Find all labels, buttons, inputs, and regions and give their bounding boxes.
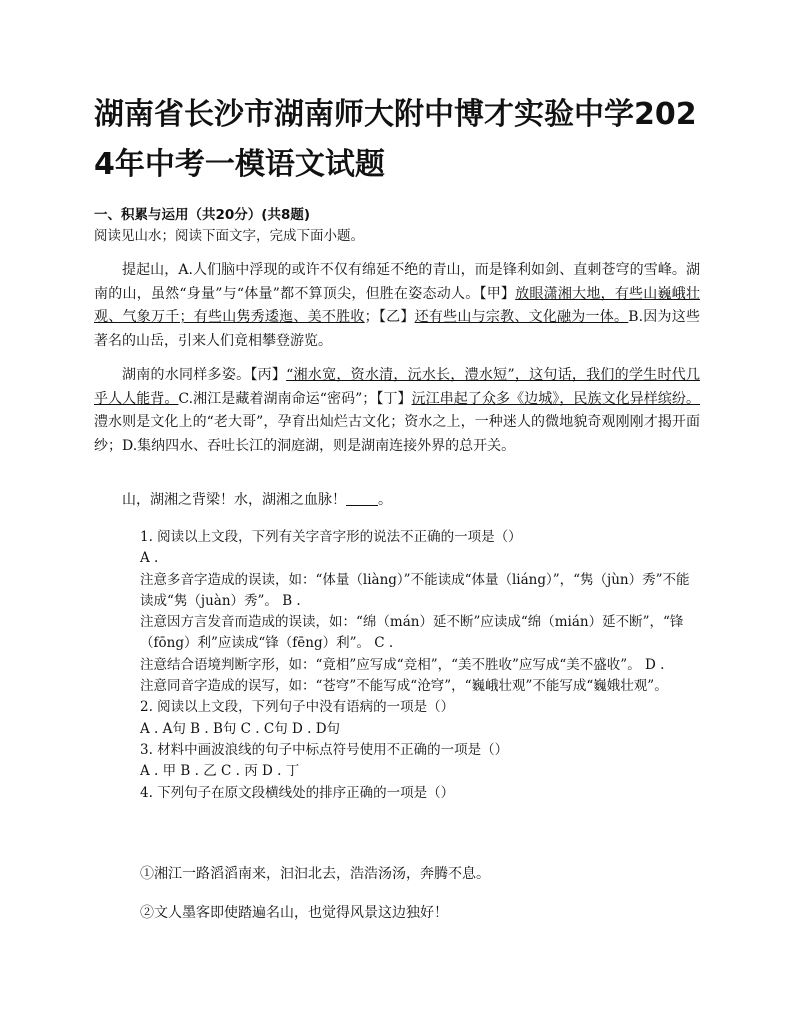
p2-underlined-ding: 沅江串起了众多《边城》，民族文化异样缤纷。 [411,390,700,407]
question-line: 2. 阅读以上文段，下列句子中没有语病的一项是（） [140,699,455,716]
question-line: A . [140,550,159,567]
p1-underlined-jia: 放眼潇湘大地，有些山巍峨壮观、气象万千；有些山隽秀逶迤、美不胜收 [94,285,700,325]
questions-block [140,527,700,804]
section-intro: 阅读见山水；阅读下面文字，完成下面小题。 [94,228,364,244]
passage-paragraph-2 [94,364,700,458]
question-line: 注意结合语境判断字形，如：“竟相”应写成“竞相”，“美不胜收”应写成“美不盛收”。 D . [140,656,665,673]
question-line: A . A句 B . B句 C . C句 D . D句 [140,720,341,737]
question-line: 1. 阅读以上文段，下列有关字音字形的说法不正确的一项是（） [140,529,522,545]
p2-text-e: 澧水则是文化上的“老大哥”，孕育出灿烂古文化；资水之上，一种迷人的微地貌奇观刚刚才揭开面纱；D.集纳四水、吞吐长江的洞庭湖，则是湖南连接外界的总开关。 [94,414,700,454]
p2-text-a: 湖南的水同样多姿。【丙】 [122,367,287,383]
page-title: 湖南省长沙市湖南师大附中博才实验中学2024年中考一模语文试题 [94,97,697,182]
p3-text-b: 。 [378,492,392,508]
p2-text-c: C.湘江是藏着湖南命运“密码”；【丁】 [178,390,412,407]
p1-text-a: 提起山，A.人们脑中浮现的或许不仅有绵延不绝的青山，而是锋利如剑、直刺苍穹的雪峰。湖南的山，虽然“身量”与“体量”都不算顶尖，但胜在姿态动人。【甲】 [94,262,700,302]
p2-underlined-bing: “湘水宽，资水清，沅水长，澧水短”，这句话，我们的学生时代几乎人人能背。 [94,367,700,407]
passage-paragraph-3 [94,489,700,513]
p1-text-e: B.因为这些著名的山岳，引来人们竟相攀登游览。 [94,309,701,349]
question-line: 注意因方言发音而造成的误读，如：“绵（mán）延不断”应读成“绵（mián）延不断”，“锋（fōng）利”应读成“锋（fēng）利”。 C . [140,614,684,652]
fill-blank [346,491,378,506]
ordering-option-1: ①湘江一路滔滔南来，汩汩北去，浩浩汤汤，奔腾不息。 [140,866,490,882]
p1-underlined-yi: 还有些山与宗教、文化融为一体。 [414,309,629,325]
passage-paragraph-1 [94,259,700,353]
p1-text-c: ；【乙】 [364,309,415,325]
section-heading: 一、积累与运用（共20分）(共8题) [94,207,311,223]
question-line: 注意多音字造成的误读，如：“体量（liàng）”不能读成“体量（liáng）”，“隽（jùn）秀”不能读成“隽（juàn）秀”。 B . [140,571,690,609]
question-line: 4. 下列句子在原文段横线处的排序正确的一项是（） [140,784,455,801]
question-line: 注意同音字造成的误写，如：“苍穹”不能写成“沧穹”，“巍峨壮观”不能写成“巍娥壮观”。 [140,678,668,695]
question-line: A . 甲 B . 乙 C . 丙 D . 丁 [140,763,300,780]
p3-text-a: 山，湖湘之背梁！水，湖湘之血脉！ [122,492,346,508]
ordering-option-2: ②文人墨客即使踏遍名山，也觉得风景这边独好！ [140,905,448,921]
question-line: 3. 材料中画波浪线的句子中标点符号使用不正确的一项是（） [140,741,509,758]
